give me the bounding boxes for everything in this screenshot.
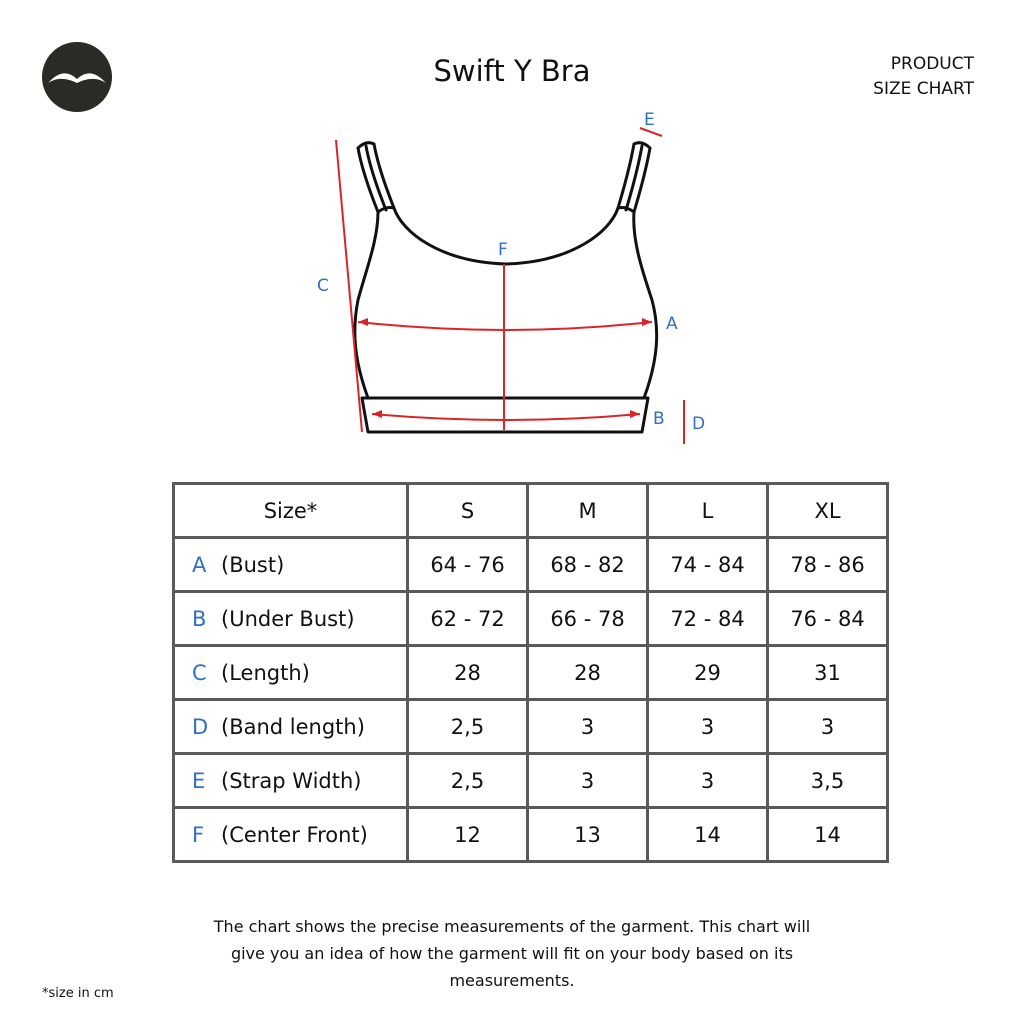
table-cell: 3: [648, 700, 768, 754]
table-cell: 3: [528, 754, 648, 808]
size-column-header: L: [648, 484, 768, 538]
row-code: A: [192, 552, 207, 577]
size-column-header: M: [528, 484, 648, 538]
table-cell: 31: [768, 646, 888, 700]
table-cell: 14: [648, 808, 768, 862]
size-column-header: XL: [768, 484, 888, 538]
size-unit-footnote: *size in cm: [42, 986, 114, 1001]
table-cell: 66 - 78: [528, 592, 648, 646]
fit-explanation-note: [162, 913, 862, 994]
label-d: D: [692, 414, 706, 434]
table-cell: 74 - 84: [648, 538, 768, 592]
label-f: F: [498, 240, 508, 260]
row-code: B: [192, 606, 207, 631]
size-chart-table: [172, 482, 889, 863]
garment-measurement-diagram: [300, 100, 740, 460]
row-name: (Bust): [221, 552, 285, 577]
row-name: (Under Bust): [221, 606, 355, 631]
table-cell: 14: [768, 808, 888, 862]
table-row: [174, 700, 888, 754]
table-cell: 28: [528, 646, 648, 700]
label-b: B: [653, 409, 665, 429]
row-code: C: [192, 660, 207, 685]
note-line: measurements.: [449, 971, 575, 990]
row-code: F: [192, 822, 205, 847]
table-row: [174, 538, 888, 592]
row-name: (Center Front): [221, 822, 368, 847]
row-label: [174, 808, 408, 862]
product-size-chart-label: [873, 52, 974, 102]
row-label: [174, 538, 408, 592]
row-label: [174, 700, 408, 754]
row-name: (Strap Width): [221, 768, 362, 793]
label-c: C: [317, 276, 329, 296]
table-cell: 62 - 72: [408, 592, 528, 646]
corner-label-line1: PRODUCT: [890, 54, 974, 74]
table-row: [174, 592, 888, 646]
table-cell: 12: [408, 808, 528, 862]
size-header-cell: Size*: [174, 484, 408, 538]
row-name: (Length): [221, 660, 310, 685]
row-name: (Band length): [221, 714, 365, 739]
table-cell: 3: [768, 700, 888, 754]
row-label: [174, 646, 408, 700]
table-cell: 13: [528, 808, 648, 862]
table-row: [174, 754, 888, 808]
row-label: [174, 592, 408, 646]
table-cell: 2,5: [408, 754, 528, 808]
table-cell: 72 - 84: [648, 592, 768, 646]
table-cell: 3: [528, 700, 648, 754]
row-code: D: [192, 714, 209, 739]
label-e: E: [644, 110, 655, 130]
label-a: A: [666, 314, 678, 334]
table-row: [174, 646, 888, 700]
page-title: Swift Y Bra: [433, 54, 591, 88]
table-cell: 3,5: [768, 754, 888, 808]
row-code: E: [192, 768, 206, 793]
table-cell: 76 - 84: [768, 592, 888, 646]
table-cell: 3: [648, 754, 768, 808]
table-cell: 28: [408, 646, 528, 700]
size-column-header: S: [408, 484, 528, 538]
corner-label-line2: SIZE CHART: [873, 79, 974, 99]
table-cell: 29: [648, 646, 768, 700]
note-line: give you an idea of how the garment will fit on your body based on its: [230, 944, 794, 963]
table-header-row: [174, 484, 888, 538]
table-cell: 68 - 82: [528, 538, 648, 592]
table-cell: 78 - 86: [768, 538, 888, 592]
row-label: [174, 754, 408, 808]
garment-outline: [355, 143, 657, 432]
table-row: [174, 808, 888, 862]
table-cell: 2,5: [408, 700, 528, 754]
table-cell: 64 - 76: [408, 538, 528, 592]
note-line: The chart shows the precise measurements of the garment. This chart will: [213, 917, 811, 936]
